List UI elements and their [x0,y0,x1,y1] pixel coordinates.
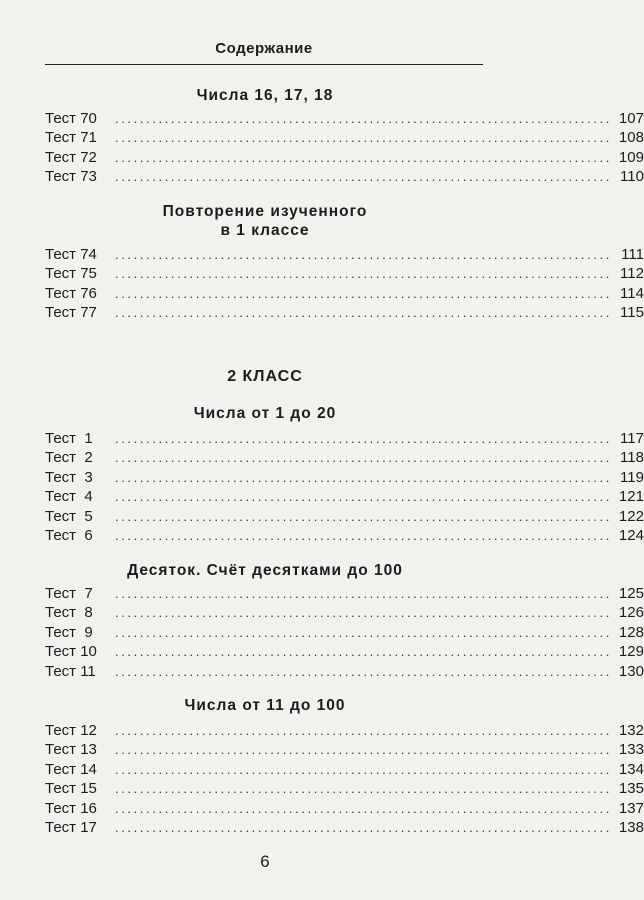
toc-entry-row [45,468,644,488]
toc-entry-row [45,304,644,323]
toc-entry-row [45,527,644,546]
toc-entry-row [45,488,644,507]
leader-dots: ................................................................................ [115,820,612,835]
entry-label: Тест 1 [45,430,93,447]
leader-dots: ................................................................................ [115,586,612,601]
entry-page: 133 [618,741,644,759]
entry-page: 109 [618,148,644,166]
entry-label: Тест 5 [45,507,93,525]
entry-page: 122 [618,507,644,525]
toc-entry-row [45,449,644,468]
leader-dots: ................................................................................ [115,723,612,738]
toc-entry-row [45,760,644,780]
entry-page: 117 [620,430,644,447]
leader-dots: ................................................................................ [115,528,612,543]
leader-dots: ................................................................................ [115,130,612,146]
toc-entry-row [45,110,644,129]
toc-entry-row [45,507,644,527]
toc-entry-row [45,585,644,604]
entry-page: 107 [618,110,644,127]
toc-entry-row [45,799,644,819]
toc-entry-row [45,246,644,265]
section-title: Числа от 1 до 20 [193,405,337,422]
leader-dots: ................................................................................ [115,266,612,282]
toc-entry-row [45,168,644,187]
entry-label: Тест 74 [45,246,97,263]
toc-entry-row [45,148,644,168]
entry-page: 126 [618,604,644,622]
entry-label: Тест 3 [45,468,93,486]
entry-page: 135 [618,780,644,798]
leader-dots: ................................................................................ [115,644,612,660]
leader-dots: ................................................................................ [115,305,612,321]
entry-page: 118 [620,449,644,467]
toc-entry-row [45,623,644,643]
entry-page: 130 [618,662,644,680]
entry-page: 114 [620,284,644,302]
section-title: Повторение изученного в 1 классе [162,203,368,239]
entry-label: Тест 12 [45,722,97,739]
entry-label: Тест 2 [45,449,93,467]
entry-label: Тест 9 [45,623,93,641]
entry-page: 138 [618,819,644,836]
entry-label: Тест 7 [45,585,93,602]
entry-label: Тест 73 [45,168,97,186]
header-divider [45,64,483,65]
entry-page: 108 [618,129,644,147]
leader-dots: ................................................................................ [115,800,612,816]
leader-dots: ................................................................................ [115,169,612,185]
leader-dots: ................................................................................ [115,624,612,640]
leader-dots: ................................................................................ [115,781,612,797]
entry-label: Тест 8 [45,604,93,622]
toc-entry-row [45,430,644,449]
entry-label: Тест 76 [45,284,97,302]
entry-page: 132 [618,722,644,739]
toc-entry-row [45,284,644,304]
entry-label: Тест 13 [45,741,97,759]
entry-label: Тест 14 [45,760,97,778]
entry-page: 110 [620,168,644,186]
section-title: Числа от 11 до 100 [184,697,346,714]
entry-page: 119 [620,468,644,486]
leader-dots: ................................................................................ [115,508,612,524]
leader-dots: ................................................................................ [115,431,612,446]
entry-label: Тест 70 [45,110,97,127]
entry-label: Тест 75 [45,265,97,283]
entry-page: 134 [618,760,644,778]
entry-label: Тест 4 [45,488,93,506]
entry-label: Тест 16 [45,799,97,817]
entry-page: 112 [620,265,644,283]
entry-page: 111 [621,246,644,263]
entry-label: Тест 17 [45,819,97,836]
entry-label: Тест 6 [45,527,93,544]
toc-entry-row [45,722,644,741]
section-title: Числа 16, 17, 18 [196,87,334,104]
toc-entry-row [45,662,644,682]
entry-page: 124 [618,527,644,544]
entry-page: 115 [620,304,644,322]
toc-entry-row [45,780,644,799]
page-header-title: Содержание [215,40,313,57]
leader-dots: ................................................................................ [115,742,612,758]
leader-dots: ................................................................................ [115,489,612,505]
entry-label: Тест 77 [45,304,97,322]
toc-entry-row [45,265,644,284]
leader-dots: ................................................................................ [115,663,612,679]
entry-label: Тест 15 [45,780,97,798]
toc-entry-row [45,643,644,662]
entry-page: 137 [618,799,644,817]
entry-page: 121 [618,488,644,506]
section-title: Десяток. Счёт десятками до 100 [127,562,403,579]
leader-dots: ................................................................................ [115,149,612,165]
entry-page: 125 [618,585,644,602]
entry-page: 129 [618,643,644,661]
entry-page: 128 [618,623,644,641]
entry-label: Тест 11 [45,662,96,680]
leader-dots: ................................................................................ [115,605,612,621]
page-number: 6 [260,852,270,871]
toc-entry-row [45,604,644,623]
leader-dots: ................................................................................ [115,469,612,485]
leader-dots: ................................................................................ [115,285,612,301]
grade-heading: 2 КЛАСС [227,368,303,385]
entry-label: Тест 72 [45,148,97,166]
entry-label: Тест 71 [45,129,97,147]
leader-dots: ................................................................................ [115,761,612,777]
toc-entry-row [45,129,644,148]
leader-dots: ................................................................................ [115,450,612,466]
toc-entry-row [45,819,644,838]
leader-dots: ................................................................................ [115,111,612,126]
entry-label: Тест 10 [45,643,97,661]
toc-entry-row [45,741,644,760]
leader-dots: ................................................................................ [115,247,612,262]
